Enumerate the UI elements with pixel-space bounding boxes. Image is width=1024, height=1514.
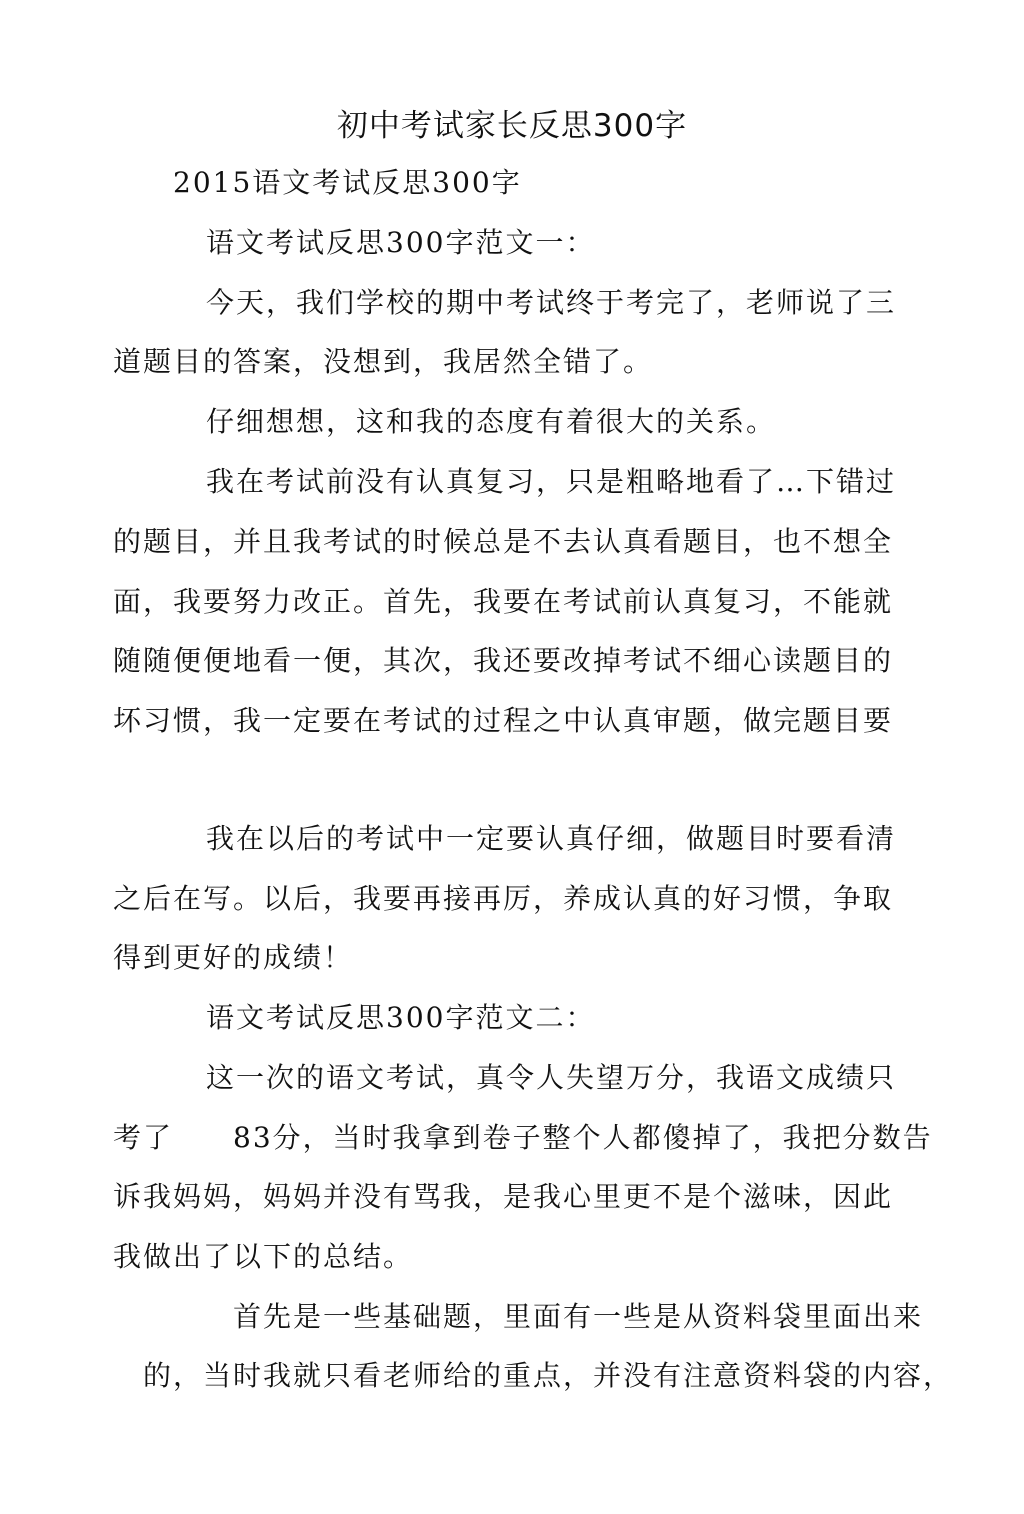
text-line: 我做出了以下的总结。 xyxy=(113,1240,414,1273)
text-line: 我在以后的考试中一定要认真仔细，做题目时要看清 xyxy=(206,822,897,855)
text-line: 的，当时我就只看老师给的重点，并没有注意资料袋的内容， xyxy=(143,1359,954,1392)
text-line: 首先是一些基础题，里面有一些是从资料袋里面出来 xyxy=(233,1300,924,1333)
text-line: 面，我要努力改正。首先，我要在考试前认真复习，不能就 xyxy=(113,585,894,618)
text-line: 仔细想想，这和我的态度有着很大的关系。 xyxy=(206,405,777,438)
text-line: 之后在写。以后，我要再接再厉，养成认真的好习惯，争取 xyxy=(113,882,894,915)
text-line: 我在考试前没有认真复习，只是粗略地看了…下错过 xyxy=(206,465,897,498)
text-line: 考了 83分，当时我拿到卷子整个人都傻掉了，我把分数告 xyxy=(113,1121,933,1154)
text-line-subtitle: 2015语文考试反思300字 xyxy=(173,166,522,199)
document-title: 初中考试家长反思300字 xyxy=(336,108,688,144)
text-line: 得到更好的成绩！ xyxy=(113,941,354,974)
text-line-heading-1: 语文考试反思300字范文一： xyxy=(206,226,596,259)
text-line: 坏习惯，我一定要在考试的过程之中认真审题，做完题目要 xyxy=(113,704,894,737)
text-line: 随随便便地看一便，其次，我还要改掉考试不细心读题目的 xyxy=(113,644,894,677)
text-line: 道题目的答案，没想到，我居然全错了。 xyxy=(113,345,654,378)
text-line: 这一次的语文考试，真令人失望万分，我语文成绩只 xyxy=(206,1061,897,1094)
text-line: 诉我妈妈，妈妈并没有骂我，是我心里更不是个滋味，因此 xyxy=(113,1180,894,1213)
text-line: 今天，我们学校的期中考试终于考完了，老师说了三 xyxy=(206,286,897,319)
text-line: 的题目，并且我考试的时候总是不去认真看题目，也不想全 xyxy=(113,525,894,558)
text-line-heading-2: 语文考试反思300字范文二： xyxy=(206,1001,596,1034)
